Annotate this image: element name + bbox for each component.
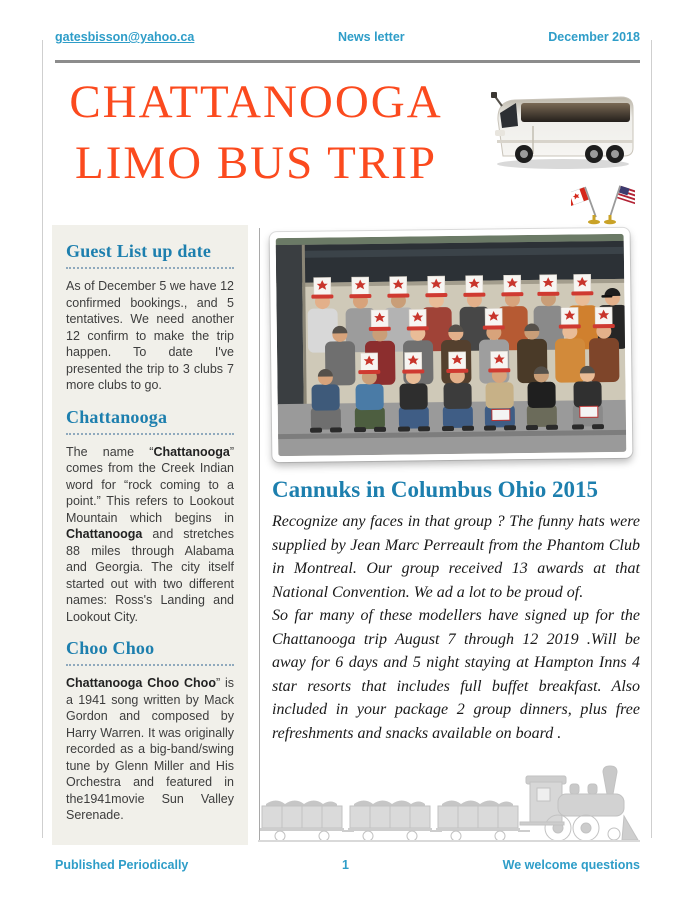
footer-right: We welcome questions (502, 858, 640, 872)
dotted-rule (66, 664, 234, 666)
group-photo (270, 228, 633, 462)
coach-bus-illustration (487, 86, 639, 179)
page-number: 1 (342, 858, 349, 872)
article-heading: Cannuks in Columbus Ohio 2015 (272, 477, 598, 502)
page-right-edge (651, 40, 652, 838)
sidebar-section-chattanooga (66, 407, 234, 626)
dotted-rule (66, 267, 234, 269)
sidebar-section-guest-list (66, 241, 234, 394)
sidebar (52, 225, 248, 845)
footer-left: Published Periodically (55, 858, 189, 872)
steam-train-illustration (258, 752, 640, 853)
sidebar-heading: Chattanooga (66, 406, 168, 427)
title-line-1: CHATTANOOGA (69, 76, 443, 128)
flags-illustration (571, 177, 635, 230)
issue-date: December 2018 (548, 30, 640, 44)
article-paragraph: Recognize any faces in that group ? The funny hats were supplied by Jean Marc Perreault from the Phantom Club in Montreal. Our group received 13 awards at that National Convention. We ad a lot to be proud of. (272, 513, 640, 601)
page-header (55, 30, 640, 44)
article-body (272, 510, 640, 745)
column-divider (259, 228, 260, 840)
masthead-title (36, 72, 476, 194)
article-paragraph: So far many of these modellers have signed up for the Chattanooga trip August 7 through 12 2019 .Will be away for 6 days and 5 night staying at Hampton Inns 4 star resorts that includes full buffet breakfast. Also included in your package 2 group dinners, plus free refreshments and snacks available on board . (272, 607, 640, 742)
sidebar-body: As of December 5 we have 12 confirmed bookings., and 5 tentatives. We need another 12 confirm to make the trip happen. To date I've presented the trip to 3 clubs 7 more clubs to go. (66, 279, 234, 392)
newsletter-label: News letter (337, 30, 405, 44)
page-footer (55, 858, 640, 872)
sidebar-section-choo-choo (66, 638, 234, 824)
usa-flag-icon (609, 185, 635, 223)
sidebar-body: Chattanooga Choo Choo” is a 1941 song written by Mack Gordon and composed by Harry Warren. It was originally recorded as a big-band/swing tune by Glenn Miller and His Orchestra and featured in the1941movie Sun Valley Serenade. (66, 676, 234, 822)
email-link[interactable]: gatesbisson@yahoo.ca (55, 30, 195, 44)
title-line-2: LIMO BUS TRIP (74, 137, 438, 189)
sidebar-heading: Choo Choo (66, 638, 155, 658)
header-rule (55, 60, 640, 63)
sidebar-body: The name “Chattanooga” comes from the Creek Indian word for “rock coming to a point.” This refers to Lookout Mountain which begins in Chattanooga and stretches 88 miles through Alabama and Georgia. The city itself started out with two different names: Ross's Landing and Lookout City. (66, 444, 234, 624)
dotted-rule (66, 433, 234, 435)
sidebar-heading: Guest List up date (66, 241, 212, 261)
